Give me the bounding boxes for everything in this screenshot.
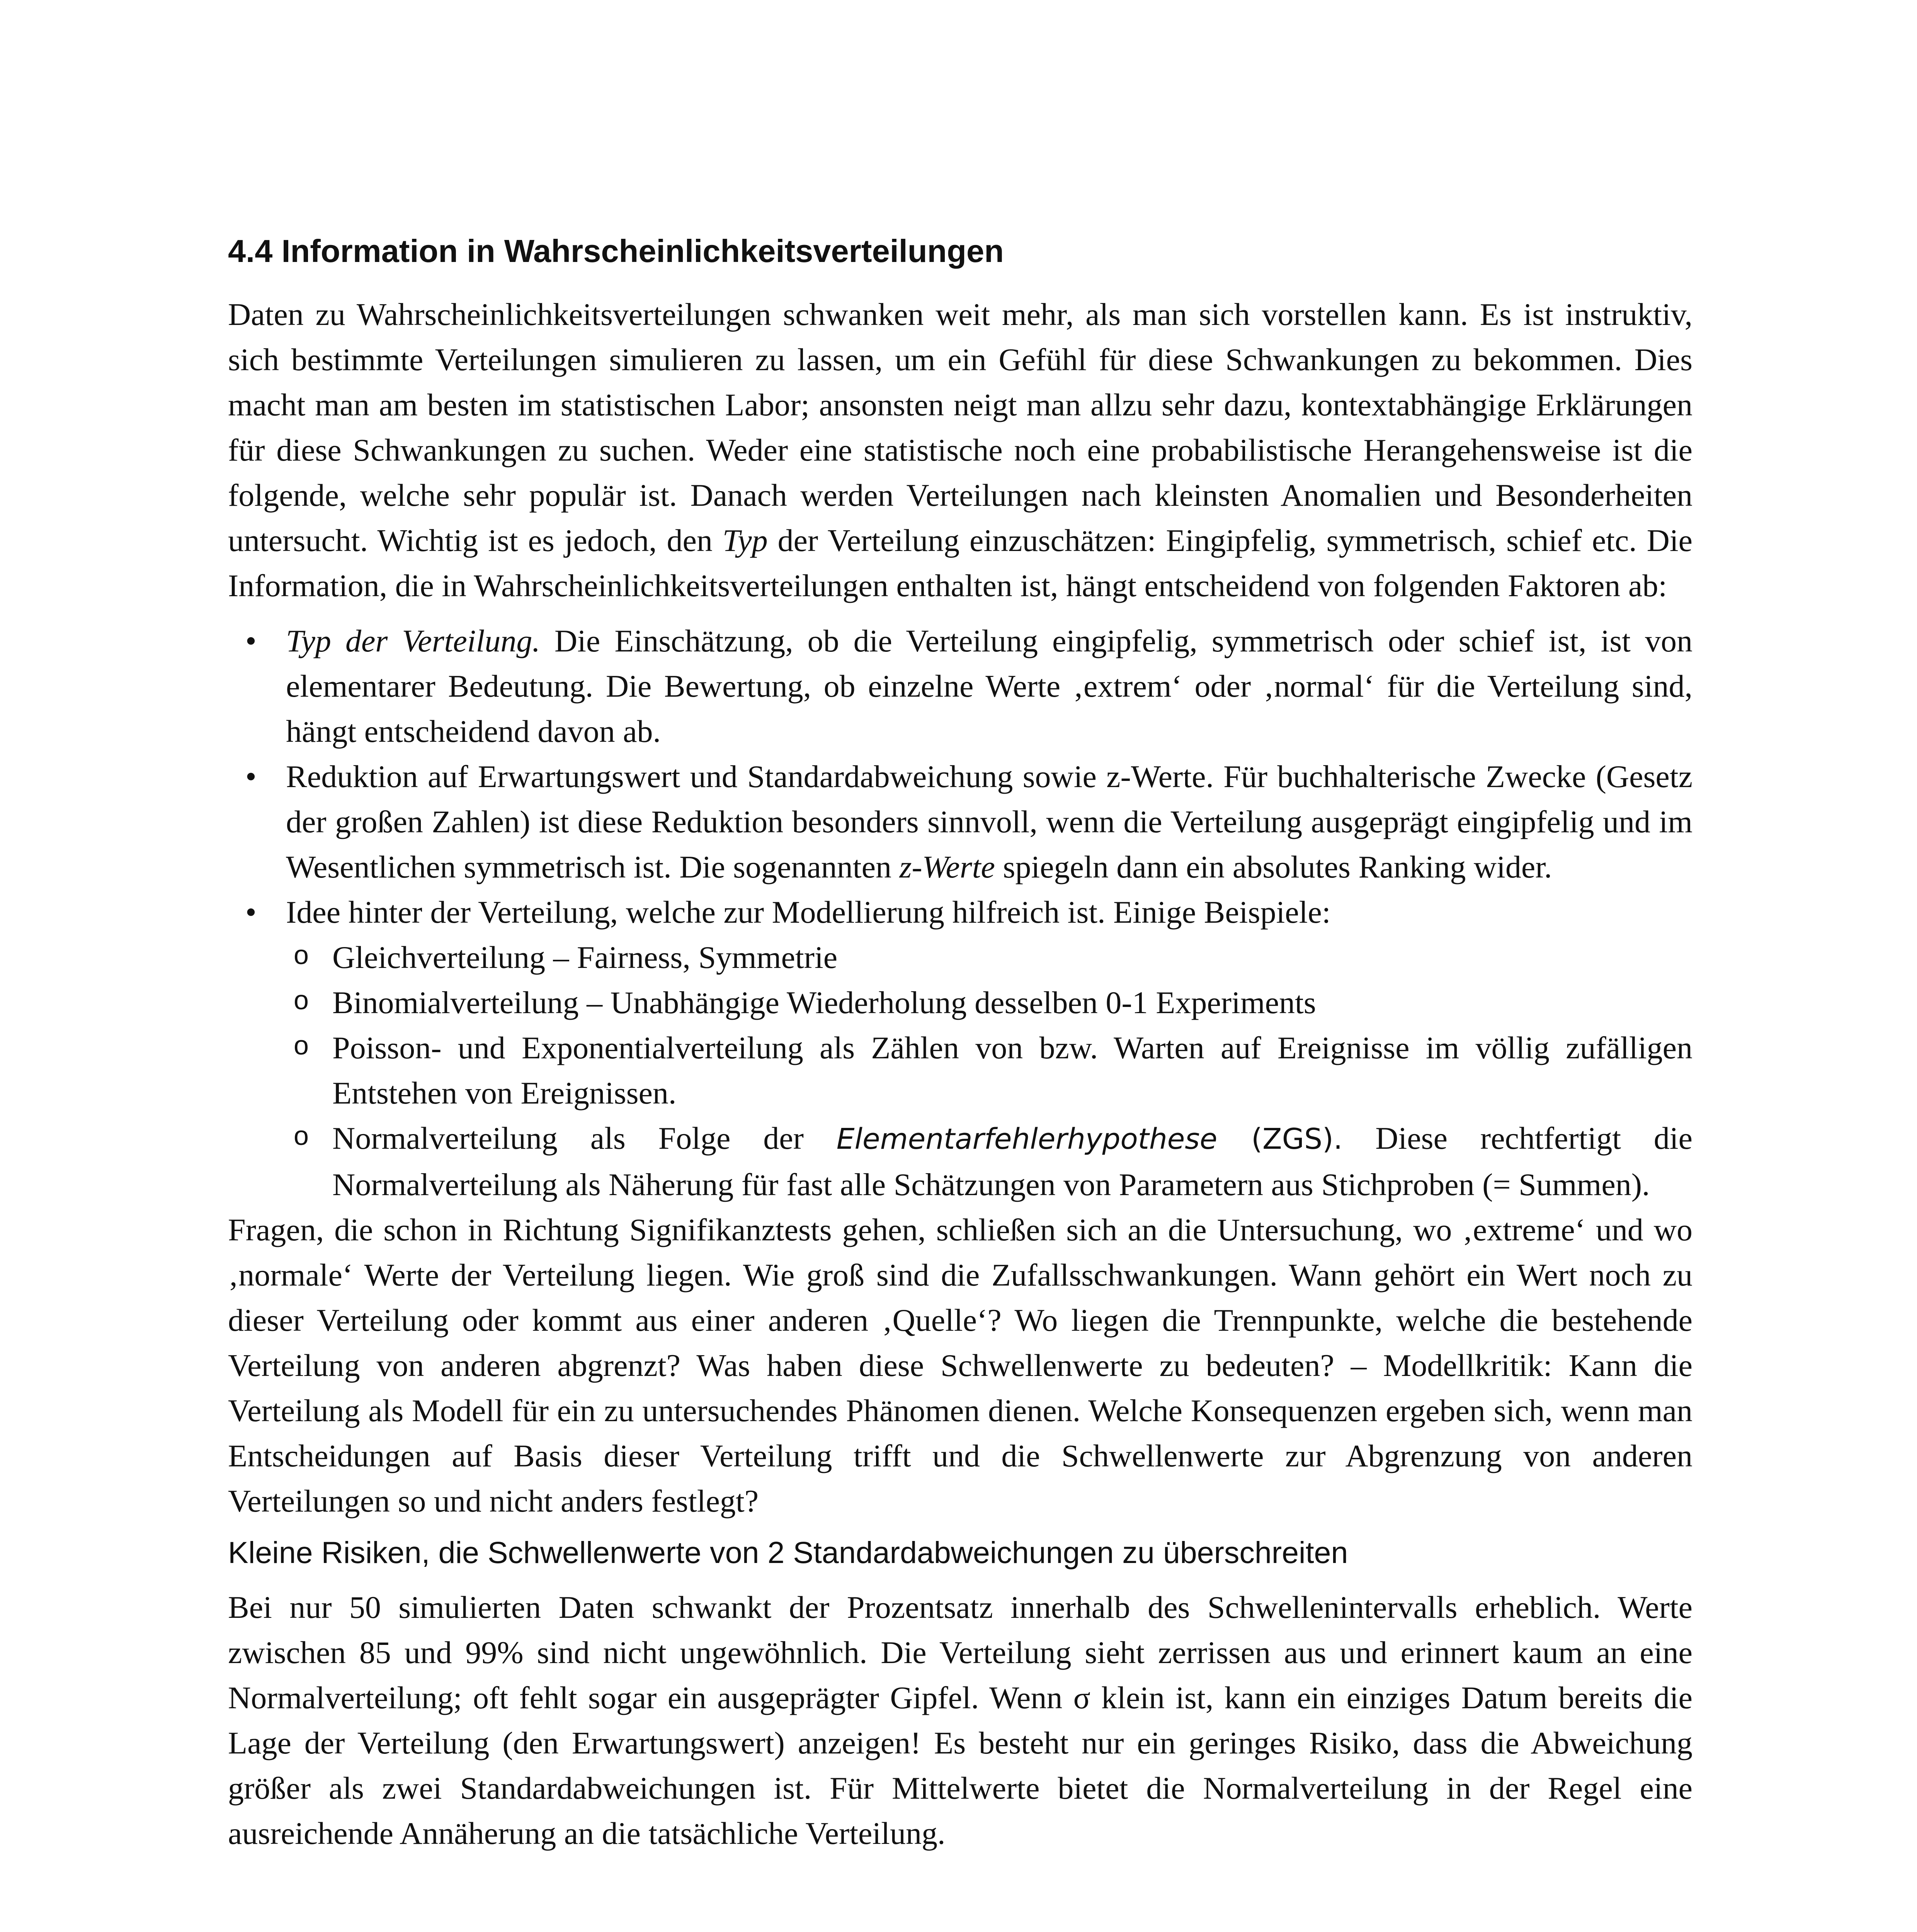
intro-text-a: Daten zu Wahrscheinlichkeitsverteilungen schwanken weit mehr, als man sich vorstellen kann. Es ist instruktiv, sich bestimmte Verteilungen simulieren zu lassen, um ein Gefühl für diese Schwankungen zu bekommen. Dies macht man am besten im statistischen Labor; ansonsten neigt man allzu sehr dazu, kontextabhängige Erklärungen für diese Schwankungen zu suchen. Weder eine statistische noch eine probabilistische Herangehensweise ist die folgende, welche sehr populär ist. Danach werden Verteilungen nach kleinsten Anomalien und Besonderheiten untersucht. Wichtig ist es jedoch, den: [228, 296, 1692, 558]
sublist-item-binomialverteilung: o Binomialverteilung – Unabhängige Wiederholung desselben 0-1 Experiments: [332, 980, 1692, 1025]
list-item-idee: [286, 889, 1692, 1207]
list-item-reduktion-text-a: Reduktion auf Erwartungswert und Standardabweichung sowie z-Werte. Für buchhalterische Zwecke (Gesetz der großen Zahlen) ist diese Reduktion besonders sinnvoll, wenn die Verteilung ausgeprägt eingipfelig und im Wesentlichen symmetrisch ist. Die sogenannten: [286, 759, 1692, 884]
list-item-typ-emphasis: Typ der Verteilung.: [286, 623, 540, 658]
list-item-reduktion-emphasis: z-Werte: [899, 849, 995, 884]
list-item-reduktion-text-b: spiegeln dann ein absolutes Ranking wider.: [995, 849, 1552, 884]
examples-sublist: [286, 935, 1692, 1207]
intro-paragraph: [228, 292, 1692, 608]
sublist-item-normal-zgs: (ZGS).: [1217, 1122, 1343, 1156]
list-item-typ-text: Die Einschätzung, ob die Verteilung eingipfelig, symmetrisch oder schief ist, ist von elementarer Bedeutung. Die Bewertung, ob einzelne Werte ‚extrem‘ oder ‚normal‘ für die Verteilung sind, hängt entscheidend davon ab.: [286, 623, 1692, 749]
sublist-item-normal-text-a: Normalverteilung als Folge der: [332, 1120, 837, 1156]
sublist-item-normal-emphasis: Elementarfehlerhypothese: [836, 1122, 1218, 1156]
list-item-idee-text: Idee hinter der Verteilung, welche zur Modellierung hilfreich ist. Einige Beispiele:: [286, 894, 1331, 930]
intro-text-b: der Verteilung einzuschätzen: Eingipfelig, symmetrisch, schief etc. Die Information, die in Wahrscheinlichkeitsverteilungen enthalten ist, hängt entscheidend von folgenden Faktoren ab:: [228, 522, 1693, 603]
page-content: [228, 232, 1692, 1856]
sublist-item-normalverteilung: [332, 1116, 1692, 1207]
subsection-title: Kleine Risiken, die Schwellenwerte von 2 Standardabweichungen zu überschreiten: [228, 1535, 1348, 1570]
list-item-reduktion: [286, 754, 1692, 889]
list-item-typ: [286, 618, 1692, 754]
section-title: 4.4 Information in Wahrscheinlichkeitsverteilungen: [228, 233, 1004, 269]
sublist-item-poisson: o Poisson- und Exponentialverteilung als Zählen von bzw. Warten auf Ereignisse im völlig zufälligen Entstehen von Ereignissen.: [332, 1025, 1692, 1116]
intro-emphasis-typ: Typ: [722, 522, 768, 558]
subsection-paragraph: Bei nur 50 simulierten Daten schwankt der Prozentsatz innerhalb des Schwellenintervalls erheblich. Werte zwischen 85 und 99% sind nicht ungewöhnlich. Die Verteilung sieht zerrissen aus und erinnert kaum an eine Normalverteilung; oft fehlt sogar ein ausgeprägter Gipfel. Wenn σ klein ist, kann ein einziges Datum bereits die Lage der Verteilung (den Erwartungswert) anzeigen! Es besteht nur ein geringes Risiko, dass die Abweichung größer als zwei Standardabweichungen ist. Für Mittelwerte bietet die Normalverteilung in der Regel eine ausreichende Annäherung an die tatsächliche Verteilung.: [228, 1590, 1692, 1851]
sublist-item-normal-text-c: Diese rechtfertigt die Normalverteilung als Näherung für fast alle Schätzungen von Parametern aus Stichproben (= Summen).: [332, 1120, 1692, 1202]
sublist-item-gleichverteilung: o Gleichverteilung – Fairness, Symmetrie: [332, 935, 1692, 980]
factor-list: [228, 618, 1692, 1207]
questions-paragraph: Fragen, die schon in Richtung Signifikanztests gehen, schließen sich an die Untersuchung, wo ‚extreme‘ und wo ‚normale‘ Werte der Verteilung liegen. Wie groß sind die Zufallsschwankungen. Wann gehört ein Wert noch zu dieser Verteilung oder kommt aus einer anderen ‚Quelle‘? Wo liegen die Trennpunkte, welche die bestehende Verteilung von anderen abgrenzt? Was haben diese Schwellenwerte zu bedeuten? – Modellkritik: Kann die Verteilung als Modell für ein zu untersuchendes Phänomen dienen. Welche Konsequenzen ergeben sich, wenn man Entscheidungen auf Basis dieser Verteilung trifft und die Schwellenwerte zur Abgrenzung von anderen Verteilungen so und nicht anders festlegt?: [228, 1212, 1692, 1519]
